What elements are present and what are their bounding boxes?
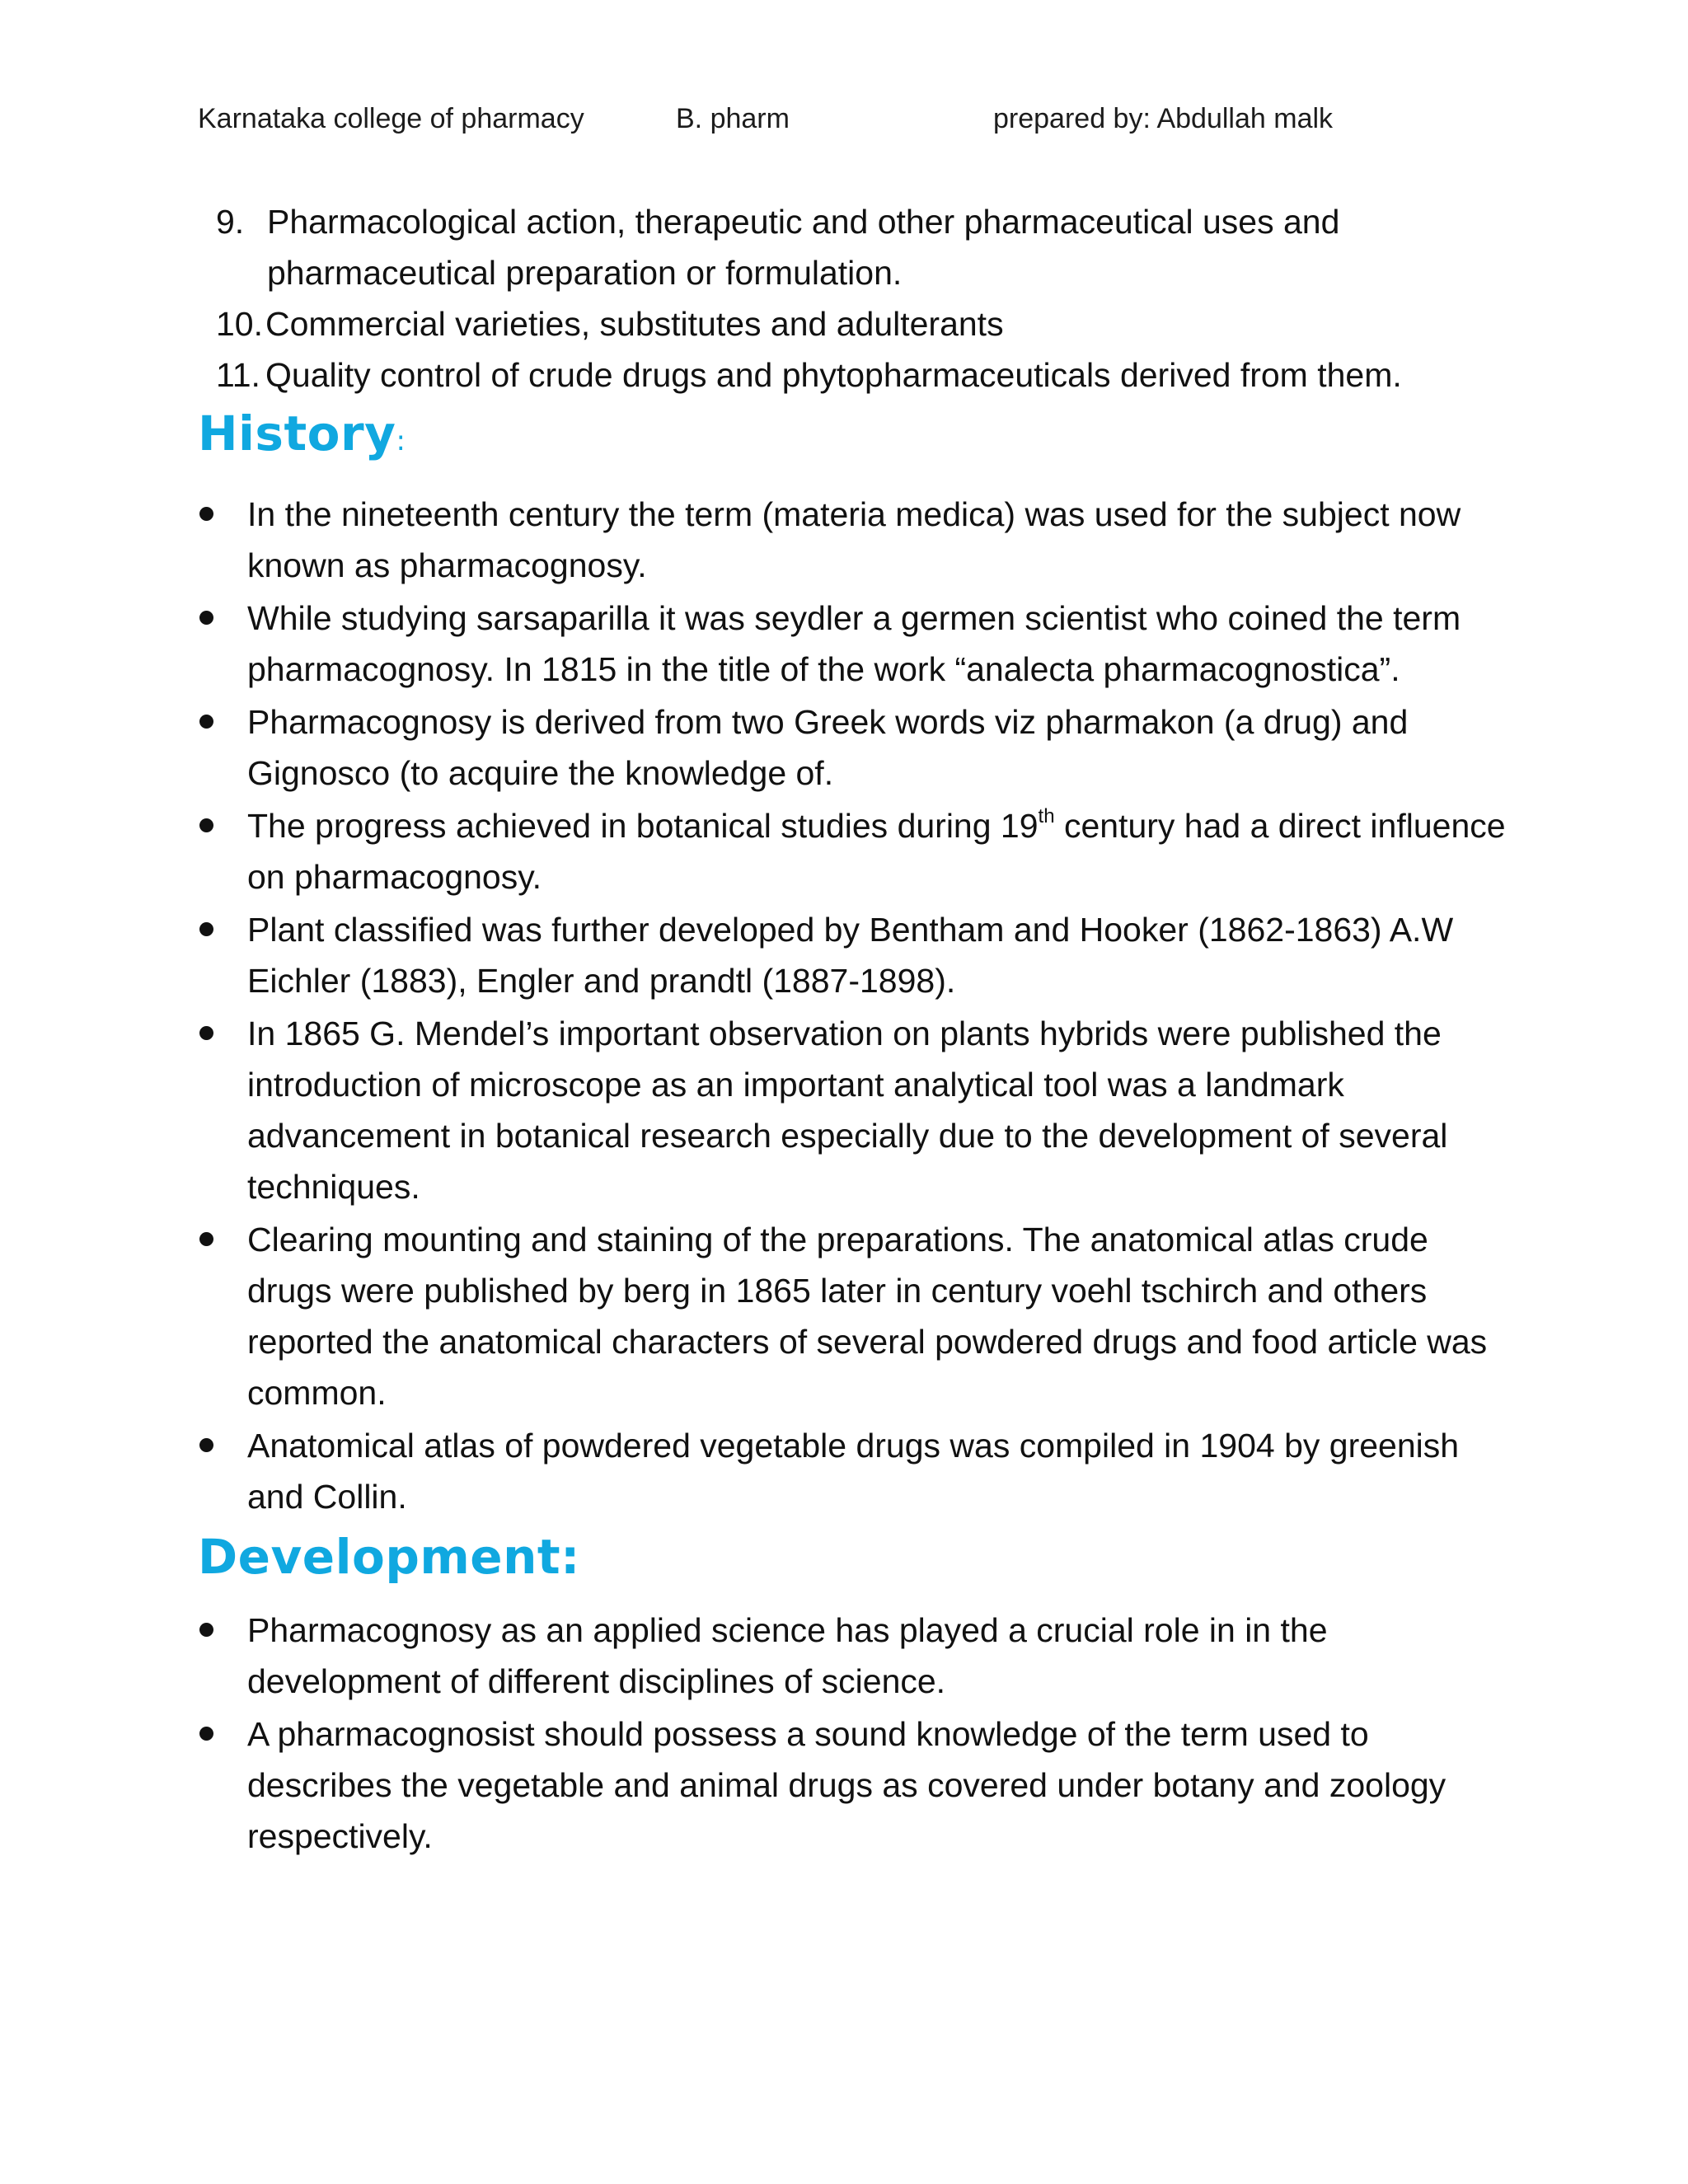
list-item	[198, 1708, 1517, 1862]
bullet-text: Clearing mounting and staining of the preparations. The anatomical atlas crude drugs were published by berg in 1865 later in century voehl tschirch and others reported the anatomical characters of several powdered drugs and food article was common.	[247, 1221, 1488, 1412]
list-item	[198, 298, 1517, 349]
bullet-icon	[199, 1232, 213, 1246]
list-item	[198, 1605, 1517, 1707]
list-text: Pharmacological action, therapeutic and other pharmaceutical uses and pharmaceutical preparation or formulation.	[267, 203, 1340, 292]
document-body	[198, 196, 1517, 1863]
list-item	[198, 696, 1517, 799]
bullet-icon	[199, 1727, 213, 1741]
list-number: 11.	[216, 356, 260, 394]
history-list	[198, 489, 1517, 1522]
header-author: prepared by: Abdullah malk	[993, 103, 1334, 134]
list-item	[198, 489, 1517, 591]
page-header	[198, 101, 1500, 137]
bullet-text: Plant classified was further developed by Bentham and Hooker (1862-1863) A.W Eichler (1883), Engler and prandtl (1887-1898).	[247, 911, 1454, 1000]
list-item	[198, 196, 1517, 298]
bullet-text: A pharmacognosist should possess a sound knowledge of the term used to describes the vegetable and animal drugs as covered under botany and zoology respectively.	[247, 1715, 1447, 1855]
superscript: th	[1038, 805, 1055, 827]
development-heading: Development:	[198, 1529, 580, 1585]
bullet-icon	[199, 1438, 213, 1452]
development-list	[198, 1605, 1517, 1862]
bullet-icon	[199, 922, 213, 936]
bullet-text: While studying sarsaparilla it was seydler a germen scientist who coined the term pharmacognosy. In 1815 in the title of the work “analecta pharmacognostica”.	[247, 599, 1461, 688]
bullet-text-after: century had a direct influence on pharmacognosy.	[247, 807, 1506, 896]
list-item	[198, 1214, 1517, 1418]
bullet-text-before: The progress achieved in botanical studies during 19	[247, 807, 1039, 845]
list-text: Quality control of crude drugs and phytopharmaceuticals derived from them.	[265, 356, 1402, 394]
bullet-icon	[199, 715, 213, 729]
bullet-icon	[199, 611, 213, 625]
list-item	[198, 1008, 1517, 1212]
bullet-icon	[199, 1623, 213, 1637]
list-number: 9.	[216, 203, 245, 241]
history-colon: :	[396, 424, 406, 457]
bullet-text: Anatomical atlas of powdered vegetable drugs was compiled in 1904 by greenish and Collin.	[247, 1427, 1460, 1516]
bullet-text: Pharmacognosy as an applied science has played a crucial role in in the development of different disciplines of science.	[247, 1611, 1328, 1700]
header-course: B. pharm	[676, 103, 790, 134]
list-text: Commercial varieties, substitutes and adulterants	[265, 305, 1004, 343]
header-college: Karnataka college of pharmacy	[198, 103, 584, 134]
list-item	[198, 904, 1517, 1006]
list-item	[198, 1420, 1517, 1522]
history-heading	[198, 401, 1517, 474]
list-item	[198, 800, 1517, 902]
list-item	[198, 593, 1517, 695]
numbered-list	[198, 196, 1517, 401]
list-item	[198, 349, 1517, 401]
bullet-text: Pharmacognosy is derived from two Greek words viz pharmakon (a drug) and Gignosco (to acquire the knowledge of.	[247, 703, 1409, 792]
bullet-icon	[199, 818, 213, 832]
history-title: History	[198, 405, 396, 462]
bullet-icon	[199, 507, 213, 521]
bullet-icon	[199, 1026, 213, 1040]
bullet-text: In the nineteenth century the term (materia medica) was used for the subject now known as pharmacognosy.	[247, 495, 1461, 584]
bullet-text: In 1865 G. Mendel’s important observation on plants hybrids were published the introduction of microscope as an important analytical tool was a landmark advancement in botanical research especially due to the development of several techniques.	[247, 1015, 1448, 1206]
list-number: 10.	[216, 305, 263, 343]
